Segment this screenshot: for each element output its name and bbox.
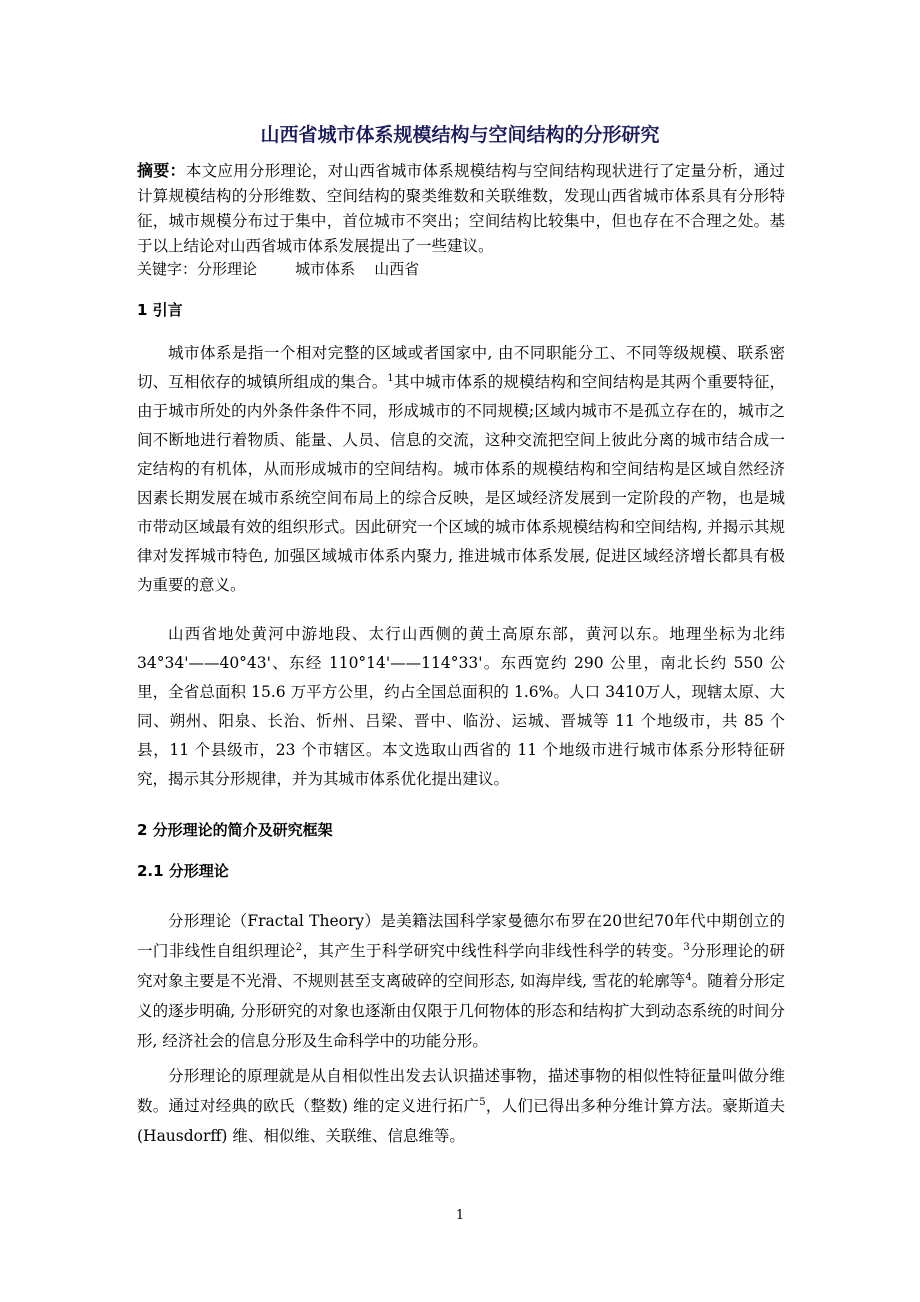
paragraph-text: 城市体系是指一个相对完整的区域或者国家中, 由不同职能分工、不同等级规模、联系密切、互相依存的城镇所组成的集合。: [137, 344, 785, 391]
section-1-paragraph-2: 山西省地处黄河中游地段、太行山西侧的黄土高原东部，黄河以东。地理坐标为北纬34°34'——40°43'、东经 110°14'——114°33'。东西宽约 290 公里，南北长约 550 公里，全省总面积 15.6 万平方公里，约占全国总面积的 1.6%。人口 3410万人，现辖太原、大同、朔州、阳泉、长治、忻州、吕梁、晋中、临汾、运城、晋城等 11 个地级市，共 85 个县，11 个县级市，23 个市辖区。本文选取山西省的 11 个地级市进行城市体系分形特征研究，揭示其分形规律，并为其城市体系优化提出建议。: [137, 625, 785, 788]
footnote-ref-4: 4: [685, 971, 692, 983]
paragraph-text: 分形理论的原理就是从自相似性出发去认识描述事物，描述事物的相似性特征量叫做分维数。通过对经典的欧氏（整数) 维的定义进行拓广: [137, 1067, 785, 1115]
section-1-paragraph-1: [137, 339, 785, 600]
section-2-heading: 2 分形理论的简介及研究框架: [137, 821, 333, 839]
paragraph-text: 。随着分形定义的逐步明确, 分形研究的对象也逐渐由仅限于几何物体的形态和结构扩大到动态系统的时间分形, 经济社会的信息分形及生命科学中的功能分形。: [137, 972, 785, 1050]
footnote-ref-1: 1: [387, 372, 394, 384]
footnote-ref-3: 3: [683, 941, 690, 953]
paragraph-text: ，人们已得出多种分维计算方法。豪斯道夫(Hausdorff) 维、相似维、关联维、信息维等。: [137, 1097, 785, 1145]
footnote-ref-2: 2: [295, 941, 303, 953]
subsection-2-1-heading: 2.1 分形理论: [137, 862, 229, 880]
paragraph-text: ，其产生于科学研究中线性科学向非线性科学的转变。: [302, 942, 684, 960]
abstract: [137, 158, 785, 259]
footnote-ref-5: 5: [479, 1096, 486, 1108]
section-1-heading: 1 引言: [137, 301, 183, 319]
page-title: 山西省城市体系规模结构与空间结构的分形研究: [260, 124, 660, 146]
paragraph-text: 分形理论（Fractal Theory）是美籍法国科学家曼德尔布罗在20世纪70年代中期创立的一门非线性自组织理论: [137, 912, 785, 960]
paragraph-text: 其中城市体系的规模结构和空间结构是其两个重要特征，由于城市所处的内外条件条件不同，形成城市的不同规模;区域内城市不是孤立存在的，城市之间不断地进行着物质、能量、人员、信息的交流，这种交流把空间上彼此分离的城市结合成一定结构的有机体，从而形成城市的空间结构。城市体系的规模结构和空间结构是区域自然经济因素长期发展在城市系统空间布局上的综合反映，是区域经济发展到一定阶段的产物，也是城市带动区域最有效的组织形式。因此研究一个区域的城市体系规模结构和空间结构, 并揭示其规律对发挥城市特色, 加强区域城市体系内聚力, 推进城市体系发展, 促进区域经济增长都具有极为重要的意义。: [137, 373, 785, 594]
abstract-label: 摘要：: [137, 161, 186, 180]
subsection-2-1-paragraph-2: [137, 1061, 785, 1151]
subsection-2-1-paragraph-1: [137, 906, 785, 1056]
paragraph-text: 分形理论的研究对象主要是不光滑、不规则甚至支离破碎的空间形态, 如海岸线, 雪花的轮廓等: [137, 942, 785, 990]
keywords-line: 关键字：分形理论 城市体系 山西省: [137, 260, 420, 278]
abstract-text: 本文应用分形理论，对山西省城市体系规模结构与空间结构现状进行了定量分析，通过计算规模结构的分形维数、空间结构的聚类维数和关联维数，发现山西省城市体系具有分形特征，城市规模分布过于集中，首位城市不突出；空间结构比较集中，但也存在不合理之处。基于以上结论对山西省城市体系发展提出了一些建议。: [137, 162, 785, 255]
page-number: 1: [455, 1208, 465, 1223]
